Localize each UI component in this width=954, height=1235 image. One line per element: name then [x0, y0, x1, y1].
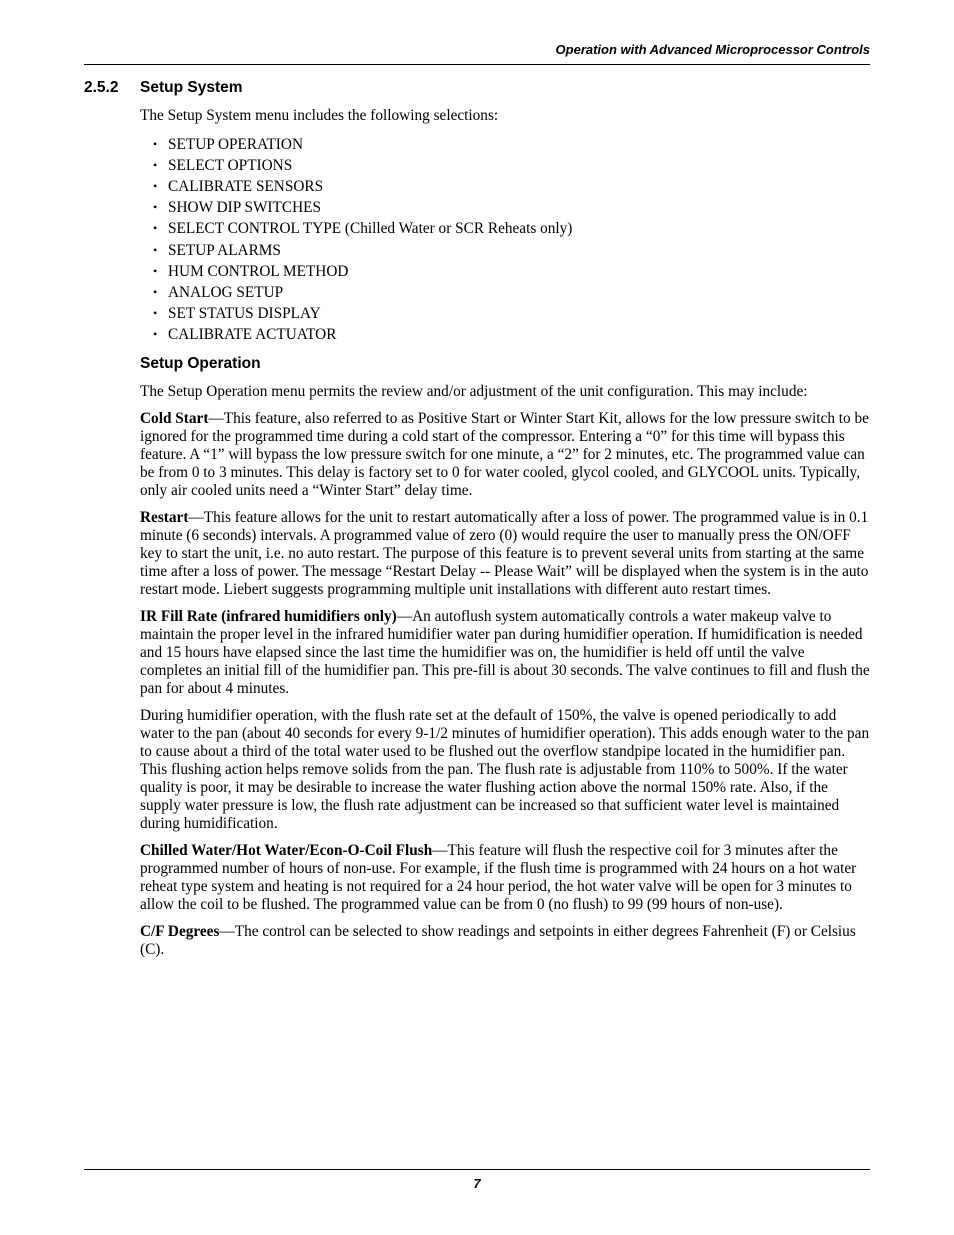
- list-item: • SETUP OPERATION: [140, 134, 870, 155]
- restart-text: —This feature allows for the unit to restart automatically after a loss of power. The programmed value is in 0.1 minute (6 seconds) intervals. A programmed value of zero (0) would require the user to manually press the ON/OFF key to start the unit, i.e. no auto restart. The purpose of this feature is to prevent several units from starting at the same time after a loss of power. The message “Restart Delay -- Please Wait” will be displayed when the system is in the auto restart mode. Liebert suggests programming multiple unit installations with different auto restart times.: [140, 508, 869, 598]
- list-item: • HUM CONTROL METHOD: [140, 261, 870, 282]
- bullet-icon: •: [153, 137, 158, 152]
- bullet-icon: •: [153, 179, 158, 194]
- page-body: [140, 107, 870, 967]
- list-item: • SETUP ALARMS: [140, 240, 870, 261]
- section-intro: The Setup System menu includes the following selections:: [140, 107, 499, 124]
- bullet-icon: •: [153, 221, 158, 236]
- bullet-icon: •: [153, 326, 158, 341]
- bullet-icon: •: [153, 200, 158, 215]
- cold-start-text: —This feature, also referred to as Positive Start or Winter Start Kit, allows for the low pressure switch to be ignored for the programmed time during a cold start of the compressor. Entering a “0” for this time will bypass this feature. A “1” will bypass the low pressure switch for one minute, a “2” for 2 minutes, etc. The programmed value can be from 0 to 3 minutes. This delay is factory set to 0 for water cooled, glycol cooled, and GLYCOOL units. Typically, only air cooled units need a “Winter Start” delay time.: [140, 409, 869, 499]
- section-title: Setup System: [140, 79, 243, 96]
- cold-start-paragraph: [140, 410, 870, 500]
- cf-degrees-paragraph: [140, 923, 870, 959]
- list-item: • SELECT OPTIONS: [140, 155, 870, 176]
- section-number: 2.5.2: [84, 79, 119, 96]
- list-item: • SHOW DIP SWITCHES: [140, 197, 870, 218]
- restart-term: Restart: [140, 508, 189, 526]
- list-item: • SELECT CONTROL TYPE (Chilled Water or SCR Reheats only): [140, 218, 870, 239]
- running-header: Operation with Advanced Microprocessor Controls: [555, 42, 870, 57]
- cf-degrees-term: C/F Degrees: [140, 922, 220, 940]
- coil-flush-paragraph: [140, 842, 870, 914]
- header-rule: [84, 64, 870, 65]
- restart-paragraph: [140, 509, 870, 599]
- bullet-icon: •: [153, 158, 158, 173]
- cold-start-term: Cold Start: [140, 409, 209, 427]
- cf-degrees-text: —The control can be selected to show readings and setpoints in either degrees Fahrenheit (F) or Celsius (C).: [140, 922, 856, 958]
- humidifier-operation-paragraph: During humidifier operation, with the flush rate set at the default of 150%, the valve is opened periodically to add water to the pan (about 40 seconds for every 9-1/2 minutes of humidifier operation). This adds enough water to the pan to cause about a third of the total water used to be flushed out the overflow standpipe located in the humidifier pan. This flushing action helps remove solids from the pan. The flush rate is adjustable from 110% to 500%. If the water quality is poor, it may be desirable to increase the water flushing action above the normal 150% rate. Also, if the supply water pressure is low, the flush rate adjustment can be increased so that sufficient water level is maintained during humidification.: [140, 706, 870, 833]
- page-number: 7: [473, 1176, 481, 1191]
- list-item: • ANALOG SETUP: [140, 282, 870, 303]
- list-item: • CALIBRATE ACTUATOR: [140, 324, 870, 345]
- bullet-icon: •: [153, 284, 158, 299]
- coil-flush-term: Chilled Water/Hot Water/Econ-O-Coil Flush: [140, 841, 433, 859]
- coil-flush-text: —This feature will flush the respective coil for 3 minutes after the programmed number of hours of non-use. For example, if the flush time is programmed with 24 hours on a hot water reheat type system and heating is not required for a 24 hour period, the hot water valve will be open for 3 minutes to allow the coil to be flushed. The programmed value can be from 0 (no flush) to 99 (99 hours of non-use).: [140, 841, 857, 913]
- setup-operation-heading: Setup Operation: [140, 355, 261, 373]
- ir-fill-rate-term: IR Fill Rate (infrared humidifiers only): [140, 607, 397, 625]
- setup-operation-intro: The Setup Operation menu permits the review and/or adjustment of the unit configuration. This may include:: [140, 383, 808, 401]
- section-heading: [84, 79, 243, 97]
- ir-fill-rate-text: —An autoflush system automatically controls a water makeup valve to maintain the proper level in the infrared humidifier water pan during humidifier operation. If humidification is needed and 15 hours have elapsed since the last time the humidifier was on, the humidifier is held off until the valve completes an initial fill of the humidifier pan. This pre-fill is about 30 seconds. The valve continues to fill and flush the pan for about 4 minutes.: [140, 607, 870, 697]
- bullet-icon: •: [153, 242, 158, 257]
- list-item: • CALIBRATE SENSORS: [140, 176, 870, 197]
- list-item: • SET STATUS DISPLAY: [140, 303, 870, 324]
- bullet-icon: •: [153, 263, 158, 278]
- ir-fill-rate-paragraph: [140, 608, 870, 698]
- bullet-icon: •: [153, 305, 158, 320]
- setup-system-menu-list: [140, 134, 870, 345]
- footer-rule: [84, 1169, 870, 1170]
